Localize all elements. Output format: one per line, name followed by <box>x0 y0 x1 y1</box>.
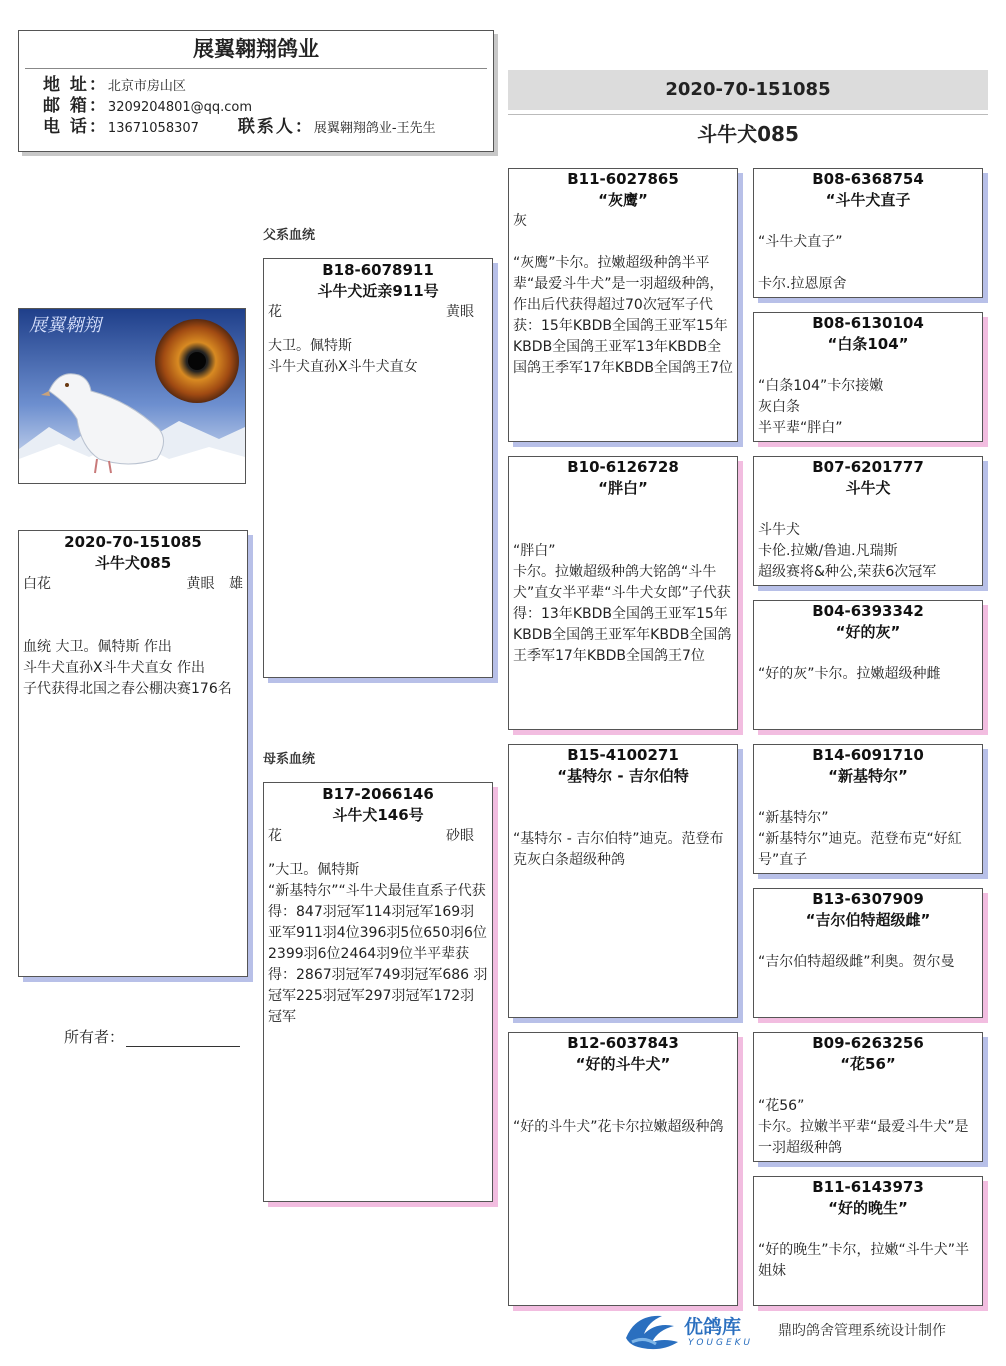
gen3-note: “好的斗牛犬”花卡尔拉嫩超级种鸽 <box>513 1119 724 1135</box>
gen3-note: “胖白” 卡尔。拉嫩超级种鸽大铭鸽“斗牛犬”直女半平辈“斗牛犬女郎”子代获得：13年KBDB全国鸽王亚军15年KBDB全国鸽王亚军年KBDB全国鸽王季军17年KBDB全国鸽王7位 <box>513 543 732 664</box>
ggp-card-3 <box>753 456 983 586</box>
owner-field <box>64 1026 240 1047</box>
main-pigeon-card <box>18 530 248 977</box>
dam-ring: B17-2066146 <box>322 785 434 803</box>
gen4-ring: B08-6368754 <box>812 170 924 188</box>
main-eye: 黄眼 <box>186 576 215 592</box>
gen3-note: “基特尔 - 吉尔伯特”迪克。范登布克灰白条超级种鸽 <box>513 831 724 868</box>
gen4-ring: B04-6393342 <box>812 602 924 620</box>
ggp-card-7 <box>753 1032 983 1162</box>
granddam-paternal-card <box>508 456 738 730</box>
sire-name: 斗牛犬近亲911号 <box>317 282 439 300</box>
gen4-note: “斗牛犬直子” 卡尔.拉恩原舍 <box>758 234 847 292</box>
gen4-name: “白条104” <box>827 335 909 353</box>
gen4-name: “斗牛犬直子 <box>825 191 911 209</box>
gen3-name: “灰鹰” <box>598 191 648 209</box>
ggp-card-6 <box>753 888 983 1018</box>
phone-value: 13671058307 <box>107 121 199 136</box>
loft-info-card <box>18 30 494 152</box>
dam-attributes <box>264 826 492 847</box>
ggp-card-1 <box>753 168 983 298</box>
footer-credit: 鼎昀鸽舍管理系统设计制作 <box>778 1323 946 1339</box>
gen4-name: 斗牛犬 <box>845 479 891 497</box>
dam-name: 斗牛犬146号 <box>332 806 424 824</box>
grandsire-paternal-card <box>508 168 738 442</box>
phone-line <box>43 117 493 138</box>
gen4-name: “好的晚生” <box>828 1199 908 1217</box>
maternal-label: 母系血统 <box>263 752 316 767</box>
sire-ring: B18-6078911 <box>322 261 434 279</box>
paternal-label: 父系血统 <box>263 228 316 243</box>
gen4-note: “吉尔伯特超级雌”利奥。贺尔曼 <box>758 954 955 970</box>
email-value: 3209204801@qq.com <box>107 100 253 115</box>
header-divider <box>25 68 487 69</box>
gen4-name: “好的灰” <box>835 623 901 641</box>
main-name: 斗牛犬085 <box>94 554 172 572</box>
gen4-ring: B09-6263256 <box>812 1034 924 1052</box>
sire-note: 大卫。佩特斯 斗牛犬直孙X斗牛犬直女 <box>268 338 418 375</box>
gen4-note: “白条104”卡尔接嫩 灰白条 半平辈“胖白” <box>758 378 884 436</box>
top-divider <box>508 114 988 115</box>
sire-color: 花 <box>268 304 282 320</box>
granddam-maternal-card <box>508 1032 738 1306</box>
pigeon-photo-icon <box>19 309 245 483</box>
gen3-note: 灰 “灰鹰”卡尔。拉嫩超级种鸽半平辈“最爱斗牛犬”是一羽超级种鸽，作出后代获得超过70次冠军子代获：15年KBDB全国鸽王亚军15年KBDB全国鸽王亚军13年KBDB全国鸽王季军17年KBDB全国鸽王7位 <box>513 213 733 376</box>
contact-value: 展翼翱翔鸽业-王先生 <box>313 121 436 136</box>
gen3-ring: B12-6037843 <box>567 1034 679 1052</box>
email-label: 邮 箱： <box>43 96 108 116</box>
gen4-note: “花56” 卡尔。拉嫩半平辈“最爱斗牛犬”是一羽超级种鸽 <box>758 1098 969 1156</box>
top-pigeon-name: 斗牛犬085 <box>697 122 799 146</box>
ggp-card-4 <box>753 600 983 730</box>
ggp-card-2 <box>753 312 983 442</box>
contact-label: 联系人： <box>237 117 314 137</box>
gen4-ring: B11-6143973 <box>812 1178 924 1196</box>
gen3-name: “好的斗牛犬” <box>575 1055 671 1073</box>
phone-label: 电 话： <box>43 117 108 137</box>
gen4-ring: B08-6130104 <box>812 314 924 332</box>
main-color: 白花 <box>23 576 51 592</box>
top-ring-number: 2020-70-151085 <box>508 70 988 110</box>
main-attributes <box>19 574 247 595</box>
gen3-ring: B11-6027865 <box>567 170 679 188</box>
gen3-name: “胖白” <box>598 479 648 497</box>
gen3-ring: B10-6126728 <box>567 458 679 476</box>
yougeku-logo <box>622 1308 772 1358</box>
gen4-name: “新基特尔” <box>828 767 908 785</box>
brand-name: 优鸽库 <box>684 1316 742 1338</box>
owner-label: 所有者： <box>64 1028 125 1046</box>
photo-logo-text: 展翼翱翔 <box>29 315 101 336</box>
grandsire-maternal-card <box>508 744 738 1018</box>
gen4-ring: B07-6201777 <box>812 458 924 476</box>
address-line <box>43 75 493 96</box>
dam-note: ”大卫。佩特斯 “新基特尔”“斗牛犬最佳直系子代获得：847羽冠军114羽冠军169羽亚军911羽4位396羽5位650羽6位2399羽6位2464羽9位半平辈获得：2867羽冠军749羽冠军686 羽冠军225羽冠军297羽冠军172羽冠军 <box>268 862 488 1025</box>
gen4-name: “花56” <box>840 1055 896 1073</box>
main-sex: 雄 <box>229 576 243 592</box>
address-label: 地 址： <box>43 75 108 95</box>
dam-color: 花 <box>268 828 282 844</box>
ggp-card-8 <box>753 1176 983 1306</box>
sire-attributes <box>264 302 492 323</box>
ggp-card-5 <box>753 744 983 874</box>
gen4-note: “新基特尔” “新基特尔”迪克。范登布克“好紅号”直子 <box>758 810 962 868</box>
gen3-ring: B15-4100271 <box>567 746 679 764</box>
sire-eye: 黄眼 <box>446 304 474 320</box>
yougeku-logo-icon <box>622 1308 682 1356</box>
gen3-name: “基特尔 - 吉尔伯特 <box>557 767 689 785</box>
address-value: 北京市房山区 <box>107 79 186 94</box>
pigeon-photo <box>18 308 246 484</box>
gen4-ring: B14-6091710 <box>812 746 924 764</box>
gen4-note: 斗牛犬 卡伦.拉嫩/鲁迪.凡瑞斯 超级赛将&种公,荣获6次冠军 <box>758 522 937 580</box>
owner-line <box>126 1030 240 1047</box>
gen4-note: “好的晚生”卡尔，拉嫩“斗牛犬”半姐妹 <box>758 1242 970 1279</box>
sire-card <box>263 258 493 678</box>
gen4-note: “好的灰”卡尔。拉嫩超级种雌 <box>758 666 941 682</box>
main-ring: 2020-70-151085 <box>64 533 202 551</box>
main-note: 血统 大卫。佩特斯 作出 斗牛犬直孙X斗牛犬直女 作出 子代获得北国之春公棚决赛176名 <box>23 639 232 697</box>
dam-card <box>263 782 493 1202</box>
gen4-name: “吉尔伯特超级雌” <box>805 911 931 929</box>
email-line <box>43 96 493 117</box>
gen4-ring: B13-6307909 <box>812 890 924 908</box>
dam-eye: 砂眼 <box>446 828 474 844</box>
loft-title: 展翼翱翔鸽业 <box>193 37 319 61</box>
brand-name-en: YOUGEKU <box>688 1338 754 1348</box>
